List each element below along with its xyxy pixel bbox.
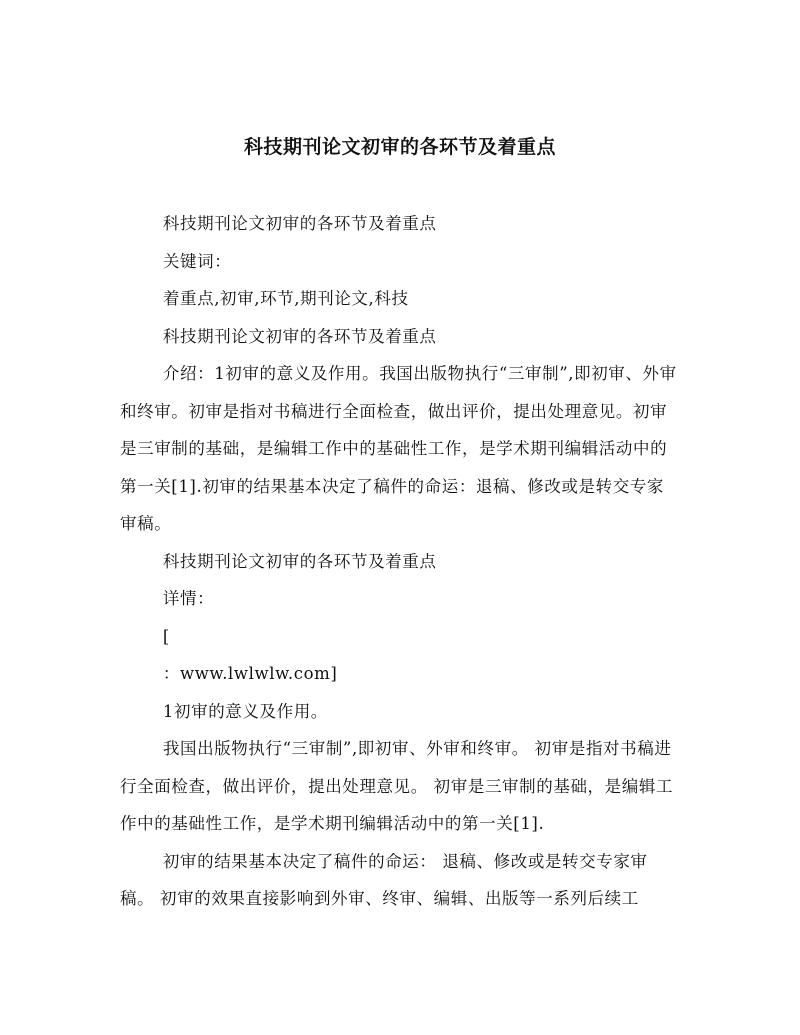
document-title: 科技期刊论文初审的各环节及着重点 (243, 136, 556, 158)
document-body (120, 205, 680, 918)
body-paragraph: 初审的结果基本决定了稿件的命运： 退稿、修改或是转交专家审稿。 初审的效果直接影响到外审、终审、编辑、出版等一系列后续工 (120, 851, 648, 908)
keywords-list: 着重点,初审,环节,期刊论文,科技 (162, 289, 409, 308)
paragraph-heading-repeat: 科技期刊论文初审的各环节及着重点 (162, 326, 437, 346)
paragraph-heading-repeat: 科技期刊论文初审的各环节及着重点 (162, 214, 437, 233)
introduction-paragraph: 介绍：1初审的意义及作用。我国出版物执行“三审制”,即初审、外审和终审。初审是指对书稿进行全面检查，做出评价，提出处理意见。初审是三审制的基础，是编辑工作中的基础性工作，是学术期刊编辑活动中的第一关[1].初审的结果基本决定了稿件的命运：退稿、修改或是转交专家审稿。 (120, 364, 677, 533)
details-label: 详情： (162, 589, 215, 608)
section-heading: 1初审的意义及作用。 (162, 701, 328, 721)
paragraph-heading-repeat: 科技期刊论文初审的各环节及着重点 (162, 551, 437, 571)
source-url-line: ：www.lwlwlw.com] (162, 664, 338, 683)
keywords-label: 关键词： (162, 251, 232, 271)
body-paragraph: 我国出版物执行“三审制”,即初审、外审和终审。 初审是指对书稿进行全面检查，做出评价，提出处理意见。 初审是三审制的基础，是编辑工作中的基础性工作，是学术期刊编辑活动中的第一关[1]. (120, 739, 674, 833)
source-bracket-open: [ (162, 626, 170, 646)
